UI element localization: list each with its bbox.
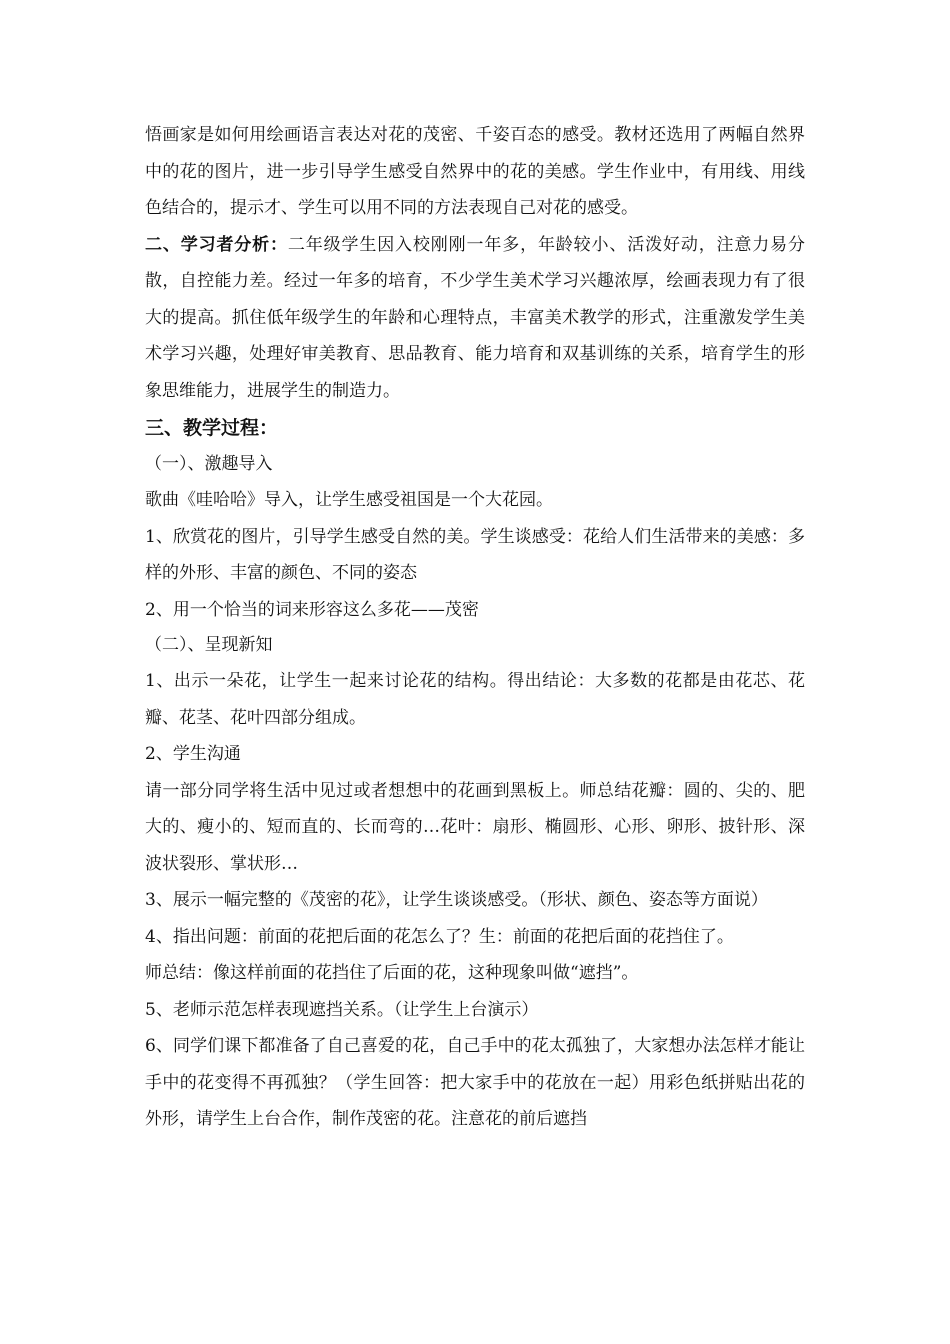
learner-analysis-heading: 二、学习者分析： (145, 234, 288, 255)
part1-item1: 1、欣赏花的图片，引导学生感受自然的美。学生谈感受：花给人们生活带来的美感：多样的外形、丰富的颜色、不同的姿态 (145, 526, 805, 583)
part1-item2: 2、用一个恰当的词来形容这么多花——茂密 (145, 599, 479, 620)
part2-item4: 4、指出问题：前面的花把后面的花怎么了？生：前面的花把后面的花挡住了。 (145, 926, 734, 947)
part2-item3: 3、展示一幅完整的《茂密的花》，让学生谈谈感受。（形状、颜色、姿态等方面说） (145, 890, 768, 910)
part2-item2-text: 请一部分同学将生活中见过或者想想中的花画到黑板上。师总结花瓣：圆的、尖的、肥大的、瘦小的、短而直的、长而弯的…花叶：扇形、椭圆形、心形、卵形、披针形、深波状裂形、掌状形… (145, 780, 805, 874)
part2-item4-summary: 师总结：像这样前面的花挡住了后面的花，这种现象叫做“遮挡”。 (145, 963, 639, 983)
intro-paragraph: 悟画家是如何用绘画语言表达对花的茂密、千姿百态的感受。教材还选用了两幅自然界中的花的图片，进一步引导学生感受自然界中的花的美感。学生作业中，有用线、用线色结合的，提示才、学生可以用不同的方法表现自己对花的感受。 (145, 125, 805, 218)
teaching-process-heading: 三、教学过程： (145, 417, 279, 439)
part1-title: （一）、激趣导入 (145, 454, 273, 474)
part2-item6: 6、同学们课下都准备了自己喜爱的花，自己手中的花太孤独了，大家想办法怎样才能让手中的花变得不再孤独？（学生回答：把大家手中的花放在一起）用彩色纸拼贴出花的外形，请学生上台合作，制作茂密的花。注意花的前后遮挡 (145, 1036, 805, 1129)
learner-analysis-text: 二年级学生因入校刚刚一年多，年龄较小、活泼好动，注意力易分散，自控能力差。经过一年多的培育，不少学生美术学习兴趣浓厚，绘画表现力有了很大的提高。抓住低年级学生的年龄和心理特点，丰富美术教学的形式，注重激发学生美术学习兴趣，处理好审美教育、思品教育、能力培育和双基训练的关系，培育学生的形象思维能力，进展学生的制造力。 (145, 234, 806, 401)
part2-item2: 2、学生沟通 (145, 744, 241, 764)
learner-analysis-paragraph (145, 227, 805, 410)
document-page (145, 117, 805, 1138)
part2-item1: 1、出示一朵花，让学生一起来讨论花的结构。得出结论：大多数的花都是由花芯、花瓣、花茎、花叶四部分组成。 (145, 671, 805, 728)
part1-song: 歌曲《哇哈哈》导入，让学生感受祖国是一个大花园。 (145, 490, 553, 510)
part2-item5: 5、老师示范怎样表现遮挡关系。（让学生上台演示） (145, 999, 539, 1020)
part2-title: （二）、呈现新知 (145, 635, 273, 655)
